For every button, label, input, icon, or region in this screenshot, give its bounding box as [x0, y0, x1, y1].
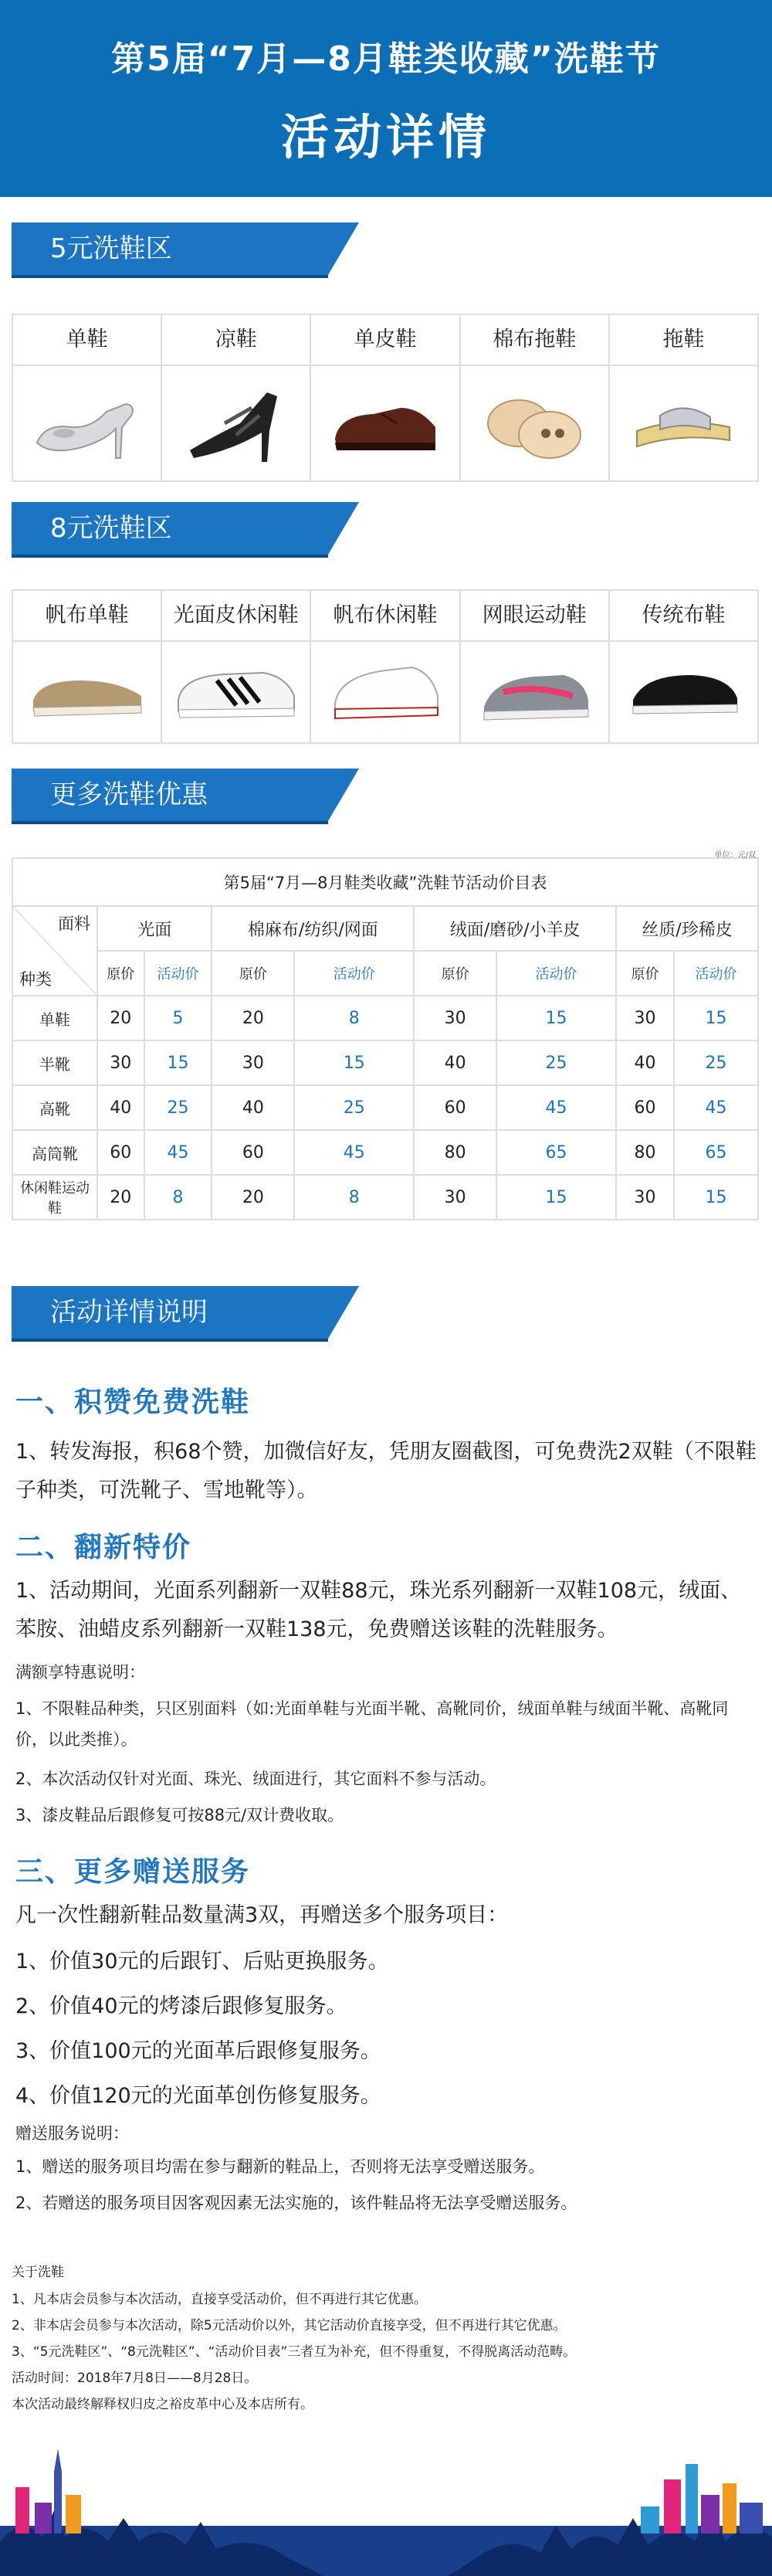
shoe-label: 光面皮休闲鞋: [162, 591, 310, 642]
header-banner: [0, 0, 772, 197]
original-price: 80: [616, 1130, 674, 1175]
original-price: 30: [414, 1175, 496, 1220]
zone8-banner: 8元洗鞋区: [12, 502, 328, 555]
section-1-text: 1、转发海报，积68个赞，加微信好友，凭朋友圈截图，可免费洗2双鞋（不限鞋子种类，可洗靴子、雪地靴等）。: [15, 1440, 757, 1502]
promo-price: 8: [294, 1175, 414, 1220]
promo-price: 8: [144, 1175, 212, 1220]
promo-price: 25: [674, 1040, 758, 1085]
skyline-decoration: [0, 2441, 772, 2576]
original-price: 20: [97, 1175, 144, 1220]
unit-note: 单位：元/双: [714, 851, 756, 860]
shoe-label: 帆布休闲鞋: [311, 591, 459, 642]
section-3-note: 2、若赠送的服务项目因客观因素无法实施的，该件鞋品将无法享受赠送服务。: [15, 2194, 577, 2212]
banner-shadow: [12, 821, 328, 824]
promo-price: 15: [496, 996, 616, 1040]
promo-price: 15: [674, 996, 758, 1040]
original-price: 20: [97, 996, 144, 1040]
table-row: [12, 996, 758, 1040]
section-2-note: 1、不限鞋品种类，只区别面料（如:光面单鞋与光面半靴、高靴同价，绒面单鞋与绒面半靴、高靴同价，以此类推）。: [15, 1699, 729, 1749]
about-item: 2、非本店会员参与本次活动，除5元活动价以外，其它活动价直接享受，但不再进行其它优惠。: [12, 2318, 567, 2333]
sub-promo: 活动价: [144, 951, 212, 996]
leather-sneaker-icon: [162, 642, 310, 742]
shoe-card: [461, 591, 610, 742]
shoe-card: [461, 315, 610, 480]
table-corner: [12, 906, 97, 996]
section-2-text: 1、活动期间，光面系列翻新一双鞋88元，珠光系列翻新一双鞋108元，绒面、苯胺、油蜡皮系列翻新一双鞋138元，免费赠送该鞋的洗鞋服务。: [15, 1579, 742, 1641]
city-buildings: [15, 2449, 763, 2534]
original-price: 40: [414, 1040, 496, 1085]
fabric-header: 棉麻布/纺织/网面: [212, 906, 414, 951]
original-price: 60: [212, 1130, 294, 1175]
banner-shadow: [12, 555, 328, 558]
shoe-label: 单鞋: [13, 315, 161, 366]
shoe-label: 凉鞋: [162, 315, 310, 366]
about-item: 3、“5元洗鞋区”、“8元洗鞋区”、“活动价目表”三者互为补充，但不得重复，不得脱离活动范畴。: [12, 2344, 577, 2360]
section-3-item: 4、价值120元的光面革创伤修复服务。: [15, 2084, 381, 2108]
row-shoe-type: 休闲鞋运动鞋: [12, 1175, 97, 1220]
corner-fabric: 面料: [58, 915, 90, 933]
section-2-title: 二、翻新特价: [15, 1532, 192, 1563]
promo-price: 8: [294, 996, 414, 1040]
sub-promo: 活动价: [496, 951, 616, 996]
shoe-card: [162, 315, 311, 480]
canvas-loafer-icon: [13, 642, 161, 742]
section-3-item: 1、价值30元的后跟钉、后贴更换服务。: [15, 1950, 389, 1974]
event-title: 第5届“7月—8月鞋类收藏”洗鞋节: [111, 39, 661, 79]
section-3-note: 1、赠送的服务项目均需在参与翻新的鞋品上，否则将无法享受赠送服务。: [15, 2157, 545, 2176]
shoe-label: 棉布拖鞋: [461, 315, 608, 366]
promo-price: 15: [144, 1040, 212, 1085]
details-banner: 活动详情说明: [12, 1286, 328, 1339]
section-2-note-title: 满额享特惠说明：: [15, 1663, 145, 1682]
promo-price: 5: [144, 996, 212, 1040]
shoe-card: [162, 591, 311, 742]
section-3-title: 三、更多赠送服务: [15, 1856, 251, 1888]
section-3-item: 2、价值40元的烤漆后跟修复服务。: [15, 1994, 347, 2018]
original-price: 30: [616, 1175, 674, 1220]
zone8-grid: [12, 589, 759, 744]
about-item: 1、凡本店会员参与本次活动，直接享受活动价，但不再进行其它优惠。: [12, 2292, 427, 2307]
promo-price: 15: [294, 1040, 414, 1085]
fabric-header: 光面: [97, 906, 212, 951]
cloth-shoe-icon: [610, 642, 757, 742]
shoe-card: [13, 591, 162, 742]
table-row: [12, 1040, 758, 1085]
table-row: [12, 1085, 758, 1130]
shoe-card: [13, 315, 162, 480]
promo-price: 65: [496, 1130, 616, 1175]
shoe-card: [610, 591, 757, 742]
table-row: [12, 1175, 758, 1220]
promo-price: 25: [144, 1085, 212, 1130]
original-price: 30: [97, 1040, 144, 1085]
slide-icon: [610, 366, 757, 480]
original-price: 40: [616, 1040, 674, 1085]
page-title: 活动详情: [280, 109, 491, 165]
row-shoe-type: 单鞋: [12, 996, 97, 1040]
original-price: 30: [414, 996, 496, 1040]
sub-orig: 原价: [616, 951, 674, 996]
sub-orig: 原价: [414, 951, 496, 996]
section-2-note: 3、漆皮鞋品后跟修复可按88元/双计费收取。: [15, 1806, 344, 1824]
original-price: 30: [616, 996, 674, 1040]
shoe-label: 拖鞋: [610, 315, 757, 366]
fabric-header: 绒面/磨砂/小羊皮: [414, 906, 616, 951]
shoe-label: 网眼运动鞋: [461, 591, 608, 642]
zone5-banner: 5元洗鞋区: [12, 222, 328, 275]
row-shoe-type: 高靴: [12, 1085, 97, 1130]
sub-promo: 活动价: [294, 951, 414, 996]
banner-shadow: [12, 1339, 328, 1342]
heel-shoe-icon: [13, 366, 161, 480]
table-row: [12, 1130, 758, 1175]
about-item: 活动时间：2018年7月8日——8月28日。: [12, 2371, 258, 2386]
promo-price: 45: [294, 1130, 414, 1175]
section-3-intro: 凡一次性翻新鞋品数量满3双，再赠送多个服务项目：: [15, 1903, 509, 1927]
sandal-icon: [162, 366, 310, 480]
zone5-grid: [12, 314, 759, 482]
canvas-sneaker-icon: [311, 642, 459, 742]
running-shoe-icon: [461, 642, 608, 742]
row-shoe-type: 高筒靴: [12, 1130, 97, 1175]
original-price: 30: [212, 1040, 294, 1085]
section-3-item: 3、价值100元的光面革后跟修复服务。: [15, 2039, 381, 2063]
more-banner: 更多洗鞋优惠: [12, 769, 328, 821]
sub-orig: 原价: [97, 951, 144, 996]
row-shoe-type: 半靴: [12, 1040, 97, 1085]
original-price: 20: [212, 1175, 294, 1220]
section-3-note-title: 赠送服务说明：: [15, 2124, 129, 2143]
promo-price: 45: [144, 1130, 212, 1175]
original-price: 60: [616, 1085, 674, 1130]
sub-promo: 活动价: [674, 951, 758, 996]
promo-price: 25: [294, 1085, 414, 1130]
leather-shoe-icon: [311, 366, 459, 480]
original-price: 40: [97, 1085, 144, 1130]
shoe-card: [311, 315, 460, 480]
promo-price: 15: [496, 1175, 616, 1220]
price-table: [12, 851, 759, 1220]
fabric-header: 丝质/珍稀皮: [616, 906, 758, 951]
promo-price: 45: [496, 1085, 616, 1130]
original-price: 40: [212, 1085, 294, 1130]
original-price: 80: [414, 1130, 496, 1175]
banner-shadow: [12, 275, 328, 278]
section-2-note: 2、本次活动仅针对光面、珠光、绒面进行，其它面料不参与活动。: [15, 1770, 496, 1788]
original-price: 20: [212, 996, 294, 1040]
shoe-card: [311, 591, 460, 742]
shoe-label: 传统布鞋: [610, 591, 757, 642]
shoe-label: 单皮鞋: [311, 315, 459, 366]
section-1-title: 一、积赞免费洗鞋: [15, 1386, 251, 1418]
promo-price: 25: [496, 1040, 616, 1085]
shoe-card: [610, 315, 757, 480]
sub-orig: 原价: [212, 951, 294, 996]
table-title: 第5届“7月—8月鞋类收藏”洗鞋节活动价目表: [12, 858, 758, 906]
about-item: 本次活动最终解释权归皮之裕皮革中心及本店所有。: [12, 2397, 313, 2412]
original-price: 60: [97, 1130, 144, 1175]
promo-price: 65: [674, 1130, 758, 1175]
corner-type: 种类: [19, 970, 52, 989]
about-title: 关于洗鞋: [12, 2265, 64, 2280]
original-price: 60: [414, 1085, 496, 1130]
promo-price: 45: [674, 1085, 758, 1130]
promo-price: 15: [674, 1175, 758, 1220]
slipper-icon: [461, 366, 608, 480]
shoe-label: 帆布单鞋: [13, 591, 161, 642]
